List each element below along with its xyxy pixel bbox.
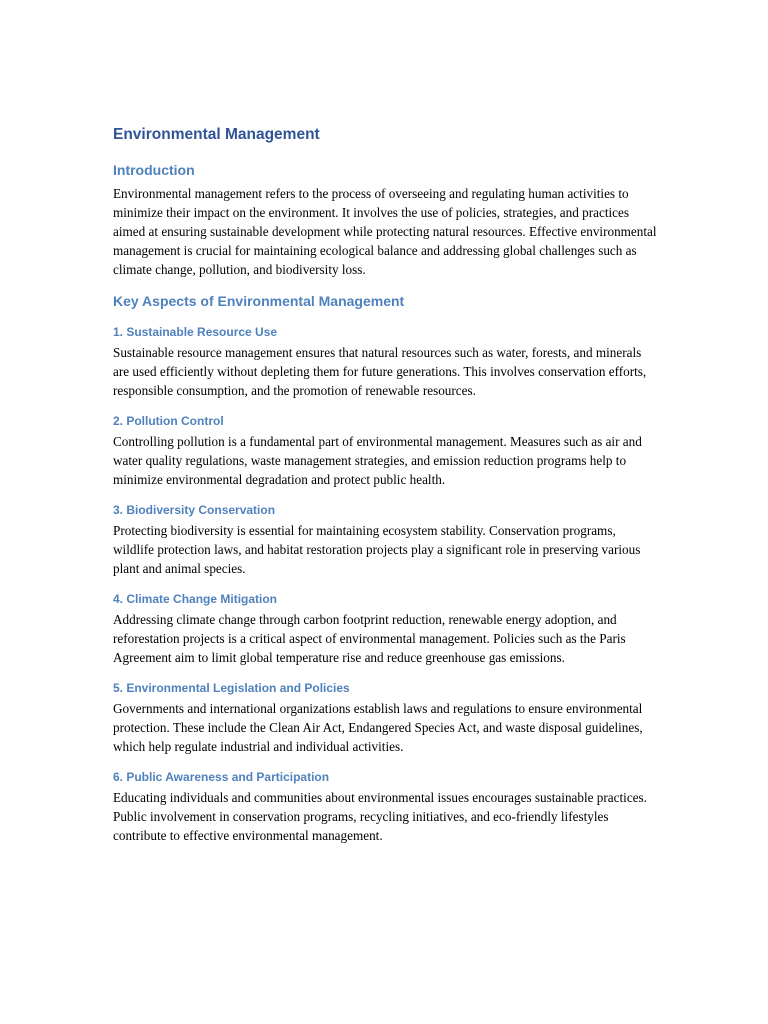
aspect-climate-change-mitigation: [113, 590, 658, 667]
document-title: Environmental Management: [113, 126, 320, 143]
aspect-paragraph: Addressing climate change through carbon footprint reduction, renewable energy adoption, and reforestation projects is a critical aspect of environmental management. Policies such as the Paris Agreement aim to limit global temperature rise and reduce greenhouse gas emissions.: [113, 612, 626, 665]
aspect-biodiversity-conservation: [113, 501, 658, 578]
aspect-paragraph: Sustainable resource management ensures that natural resources such as water, forests, and minerals are used efficiently without depleting them for future generations. This involves conservation efforts, responsible consumption, and the promotion of renewable resources.: [113, 345, 647, 398]
aspect-heading: 1. Sustainable Resource Use: [113, 325, 278, 339]
introduction-heading: Introduction: [113, 162, 195, 178]
aspect-heading: 4. Climate Change Mitigation: [113, 592, 278, 606]
aspect-public-awareness: [113, 768, 658, 845]
aspect-heading: 6. Public Awareness and Participation: [113, 770, 330, 784]
aspect-heading: 3. Biodiversity Conservation: [113, 503, 276, 517]
aspect-environmental-legislation: [113, 679, 658, 756]
aspect-pollution-control: [113, 412, 658, 489]
aspect-paragraph: Protecting biodiversity is essential for maintaining ecosystem stability. Conservation programs, wildlife protection laws, and habitat restoration projects play a significant role in preserving various plant and animal species.: [113, 523, 641, 576]
aspect-heading: 5. Environmental Legislation and Policies: [113, 681, 350, 695]
aspect-sustainable-resource-use: [113, 323, 658, 400]
aspect-paragraph: Educating individuals and communities about environmental issues encourages sustainable practices. Public involvement in conservation programs, recycling initiatives, and eco-friendly lifestyles contribute to effective environmental management.: [113, 790, 647, 843]
document-page: [113, 124, 658, 857]
key-aspects-heading: Key Aspects of Environmental Management: [113, 293, 405, 309]
aspect-paragraph: Governments and international organizations establish laws and regulations to ensure environmental protection. These include the Clean Air Act, Endangered Species Act, and waste disposal guidelines, which help regulate industrial and individual activities.: [113, 701, 643, 754]
introduction-paragraph: Environmental management refers to the process of overseeing and regulating human activities to minimize their impact on the environment. It involves the use of policies, strategies, and practices aimed at ensuring sustainable development while protecting natural resources. Effective environmental management is crucial for maintaining ecological balance and addressing global challenges such as climate change, pollution, and biodiversity loss.: [113, 186, 657, 277]
aspect-heading: 2. Pollution Control: [113, 414, 224, 428]
aspect-paragraph: Controlling pollution is a fundamental part of environmental management. Measures such as air and water quality regulations, waste management strategies, and emission reduction programs help to minimize environmental degradation and protect public health.: [113, 434, 642, 487]
